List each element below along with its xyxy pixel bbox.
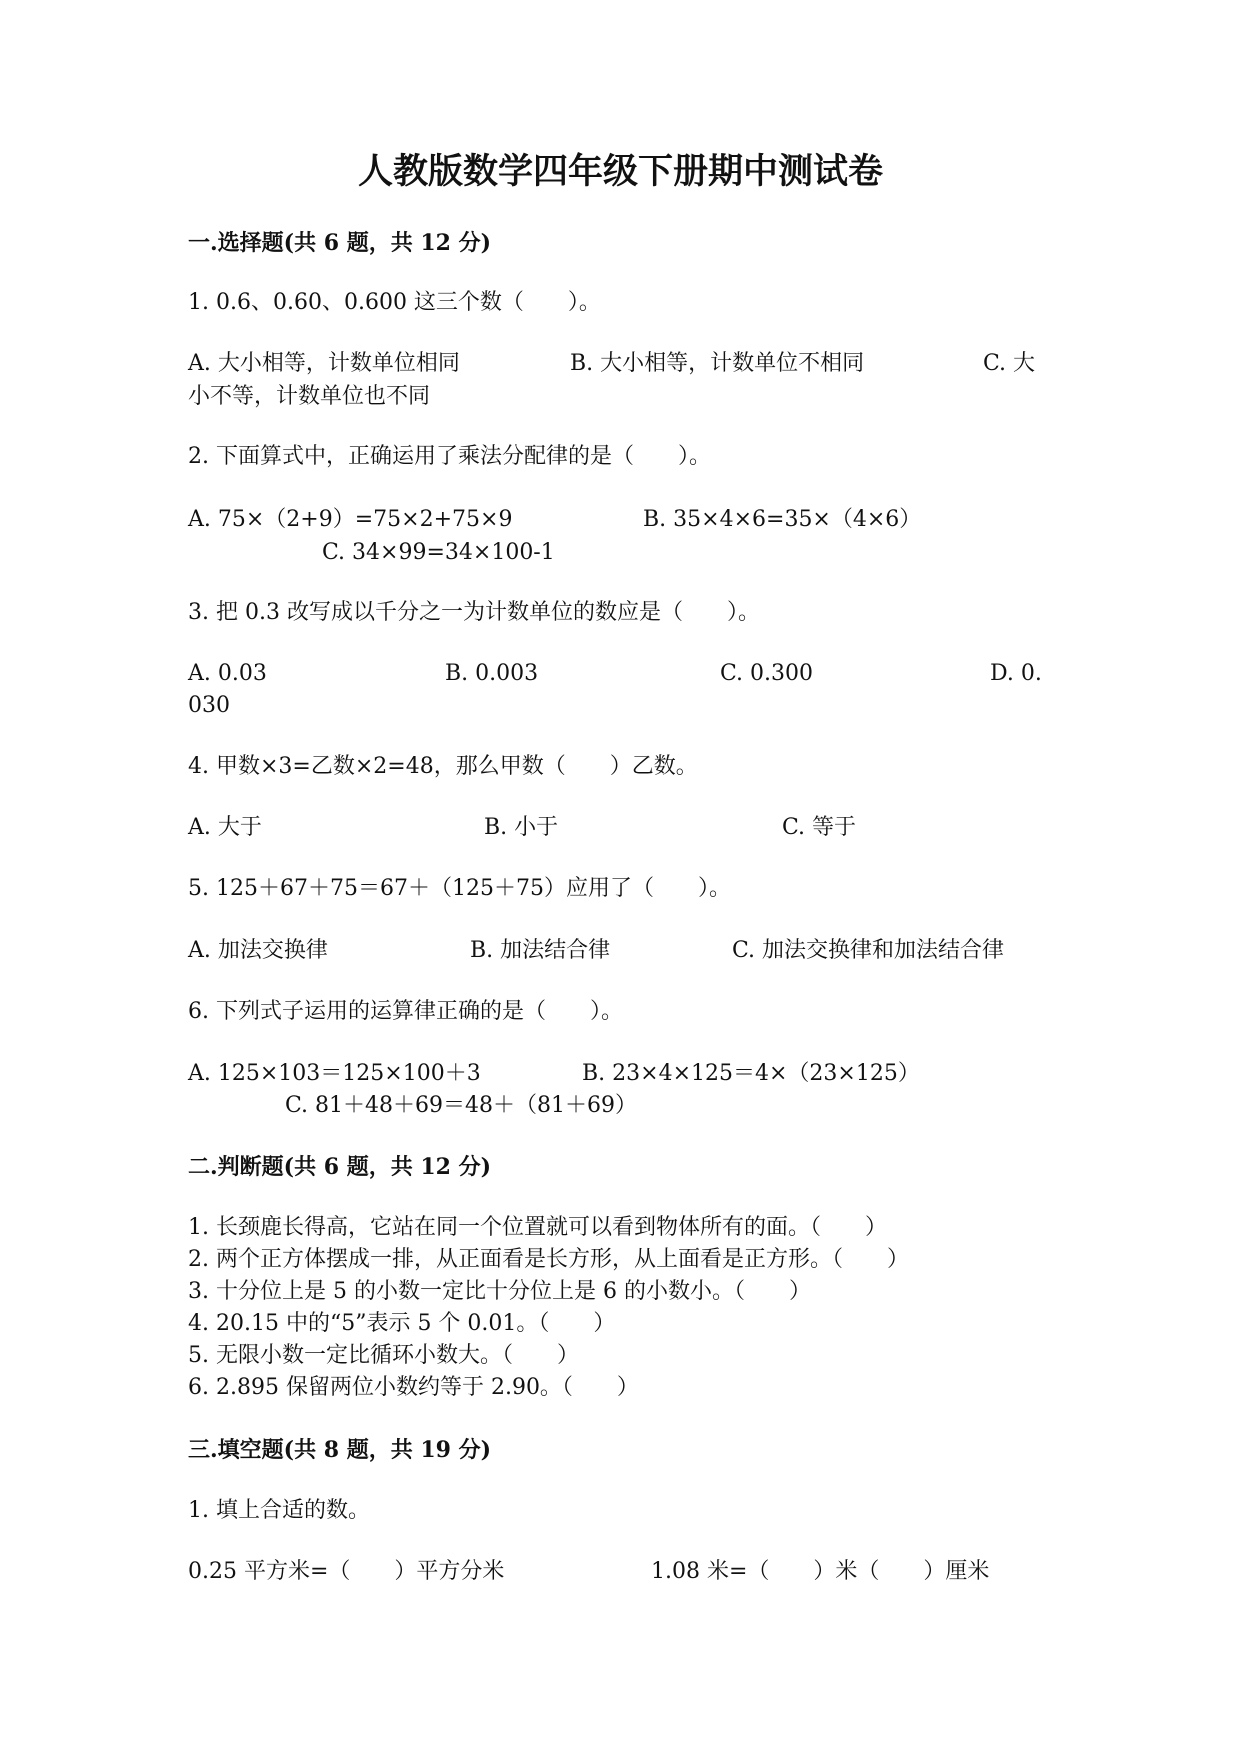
option-c-continued: 小不等，计数单位也不同	[188, 384, 431, 409]
option-b: B. 0.003	[445, 661, 539, 686]
question-stem: 5. 125＋67＋75＝67＋（125＋75）应用了（ ）。	[188, 876, 731, 901]
judge-item: 5. 无限小数一定比循环小数大。（ ）	[188, 1343, 579, 1368]
question-stem: 1. 填上合适的数。	[188, 1498, 370, 1523]
option-b: B. 35×4×6=35×（4×6）	[643, 507, 922, 532]
option-c: C. 等于	[782, 815, 857, 840]
option-c: C. 大	[983, 351, 1036, 376]
option-d-continued: 030	[188, 693, 230, 718]
section-heading-fill: 三.填空题(共 8 题，共 19 分)	[188, 1437, 492, 1463]
page-title: 人教版数学四年级下册期中测试卷	[357, 151, 883, 192]
section-heading-judge: 二.判断题(共 6 题，共 12 分)	[188, 1154, 492, 1180]
fill-item: 0.25 平方米=（ ）平方分米	[188, 1559, 505, 1584]
option-b: B. 加法结合律	[470, 938, 611, 963]
option-a: A. 0.03	[188, 661, 267, 686]
fill-item: 1.08 米=（ ）米（ ）厘米	[651, 1559, 990, 1584]
question-stem: 2. 下面算式中，正确运用了乘法分配律的是（ ）。	[188, 444, 711, 469]
option-a: A. 大于	[188, 815, 262, 840]
judge-item: 3. 十分位上是 5 的小数一定比十分位上是 6 的小数小。（ ）	[188, 1279, 811, 1304]
option-c: C. 0.300	[720, 661, 814, 686]
option-c: C. 加法交换律和加法结合律	[732, 938, 1005, 963]
option-b: B. 小于	[484, 815, 559, 840]
question-stem: 6. 下列式子运用的运算律正确的是（ ）。	[188, 999, 623, 1024]
option-d: D. 0.	[990, 661, 1042, 686]
judge-item: 6. 2.895 保留两位小数约等于 2.90。（ ）	[188, 1375, 639, 1400]
question-stem: 3. 把 0.3 改写成以千分之一为计数单位的数应是（ ）。	[188, 600, 760, 625]
judge-item: 1. 长颈鹿长得高，它站在同一个位置就可以看到物体所有的面。（ ）	[188, 1215, 887, 1240]
option-b: B. 大小相等，计数单位不相同	[570, 351, 865, 376]
section-heading-choice: 一.选择题(共 6 题，共 12 分)	[188, 230, 492, 256]
option-a: A. 75×（2+9）=75×2+75×9	[188, 507, 513, 532]
option-b: B. 23×4×125＝4×（23×125）	[582, 1061, 920, 1086]
option-c: C. 81＋48＋69＝48＋（81＋69）	[285, 1093, 638, 1118]
option-c: C. 34×99=34×100-1	[322, 540, 555, 565]
option-a: A. 加法交换律	[188, 938, 328, 963]
option-a: A. 125×103＝125×100＋3	[188, 1061, 481, 1086]
question-stem: 4. 甲数×3=乙数×2=48，那么甲数（ ）乙数。	[188, 754, 698, 779]
option-a: A. 大小相等，计数单位相同	[188, 351, 460, 376]
judge-item: 4. 20.15 中的“5”表示 5 个 0.01。（ ）	[188, 1311, 616, 1336]
judge-item: 2. 两个正方体摆成一排，从正面看是长方形，从上面看是正方形。（ ）	[188, 1247, 909, 1272]
question-stem: 1. 0.6、0.60、0.600 这三个数（ ）。	[188, 290, 601, 315]
